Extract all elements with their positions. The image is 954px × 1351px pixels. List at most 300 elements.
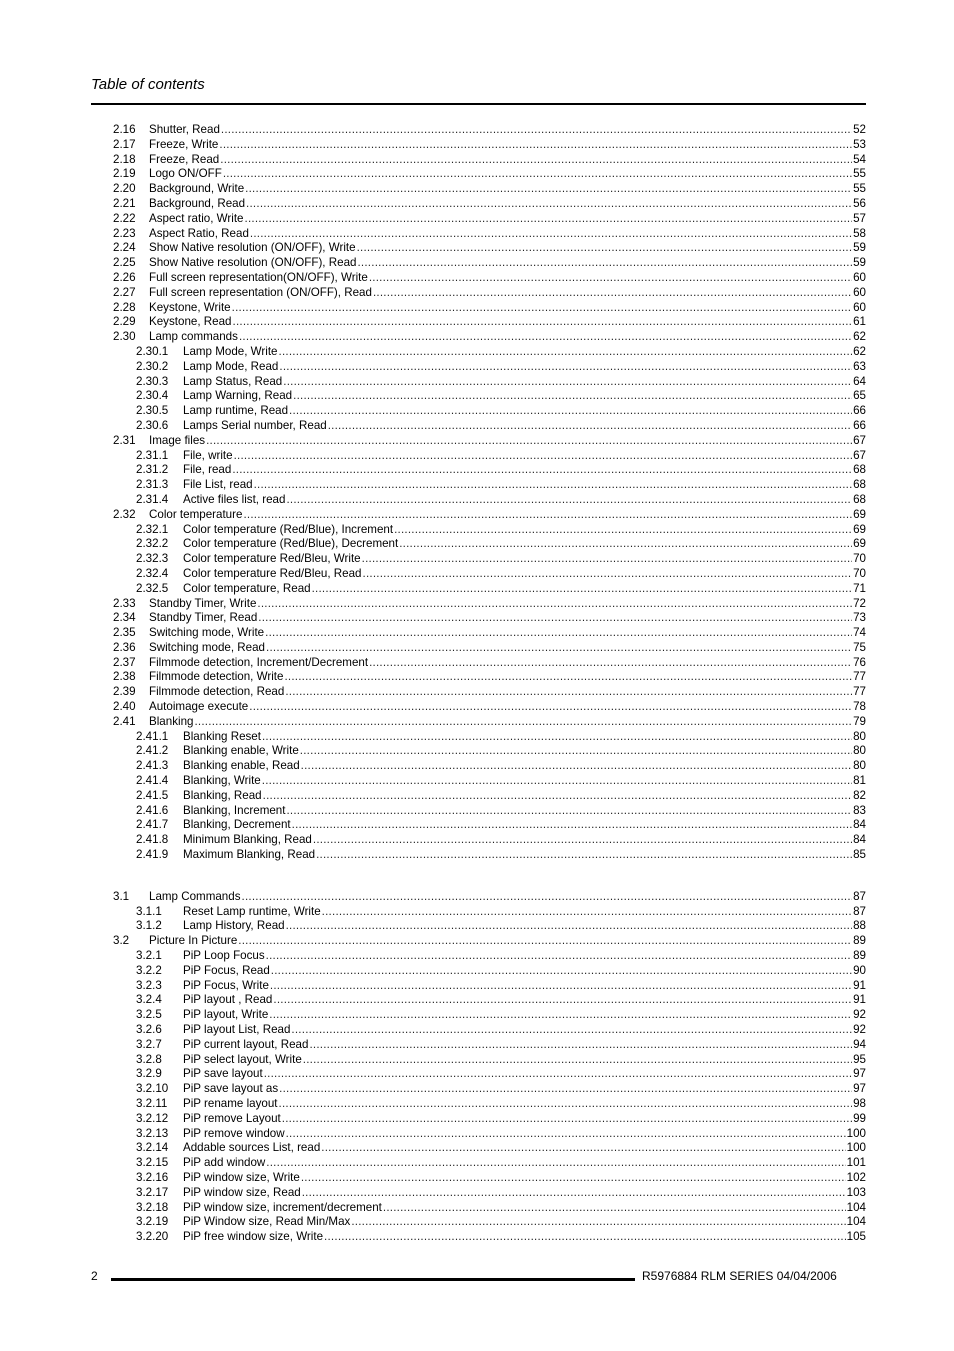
toc-entry-number: 2.25	[113, 256, 136, 270]
toc-entry-page: 87	[853, 904, 866, 918]
toc-entry-title: Blanking	[149, 714, 194, 728]
toc-entry-title: Color temperature	[149, 507, 243, 521]
toc-entry-page: 64	[853, 374, 866, 388]
toc-dot-leader	[363, 567, 853, 582]
toc-entry-number: 2.41.9	[136, 848, 169, 862]
toc-entry-page: 52	[853, 123, 866, 136]
toc-entry-page: 80	[853, 729, 866, 743]
toc-dot-leader	[258, 611, 852, 626]
toc-entry[interactable]	[113, 700, 866, 715]
toc-entry[interactable]	[113, 1082, 866, 1097]
toc-entry-title: Color temperature (Red/Blue), Increment	[183, 522, 394, 536]
toc-entry-page: 89	[853, 934, 866, 948]
toc-entry[interactable]	[113, 478, 866, 493]
toc-entry[interactable]	[113, 1141, 866, 1156]
toc-entry-number: 2.23	[113, 226, 136, 240]
toc-entry-number: 2.32.4	[136, 566, 169, 580]
toc-entry[interactable]	[113, 934, 866, 949]
toc-dot-leader	[239, 330, 852, 345]
toc-entry-title: Full screen representation (ON/OFF), Read	[149, 285, 372, 299]
toc-entry-number: 2.41.2	[136, 744, 169, 758]
toc-dot-leader	[312, 582, 853, 597]
toc-entry[interactable]	[113, 744, 866, 759]
toc-entry-number: 3.2.8	[136, 1052, 162, 1066]
toc-dot-leader	[257, 597, 852, 612]
toc-entry-page: 68	[853, 463, 866, 477]
toc-entry-title: PiP Loop Focus	[183, 949, 265, 963]
toc-entry[interactable]	[113, 818, 866, 833]
toc-entry[interactable]	[113, 123, 866, 138]
toc-entry-title: Full screen representation(ON/OFF), Write	[149, 270, 368, 284]
toc-dot-leader	[286, 804, 852, 819]
toc-dot-leader	[238, 934, 852, 949]
toc-dot-leader	[273, 993, 852, 1008]
toc-entry[interactable]	[113, 256, 866, 271]
toc-entry-page: 92	[853, 1023, 866, 1037]
toc-entry-number: 3.2.20	[136, 1230, 169, 1244]
toc-entry-page: 89	[853, 949, 866, 963]
toc-entry-page: 69	[853, 507, 866, 521]
toc-dot-leader	[262, 774, 852, 789]
toc-entry-page: 69	[853, 522, 866, 536]
toc-dot-leader	[264, 1067, 852, 1082]
toc-dot-leader	[286, 1127, 846, 1142]
toc-dot-leader	[279, 1097, 853, 1112]
toc-entry[interactable]	[113, 715, 866, 730]
toc-dot-leader	[289, 404, 852, 419]
toc-entry-title: PiP layout, Write	[183, 1008, 269, 1022]
toc-entry-page: 87	[853, 889, 866, 903]
toc-entry-title: Blanking enable, Write	[183, 744, 299, 758]
toc-entry-title: Freeze, Read	[149, 152, 220, 166]
toc-dot-leader	[369, 271, 852, 286]
toc-entry-number: 2.35	[113, 626, 136, 640]
toc-entry[interactable]	[113, 241, 866, 256]
toc-entry-page: 105	[846, 1230, 866, 1244]
toc-dot-leader	[328, 419, 852, 434]
toc-entry[interactable]	[113, 789, 866, 804]
toc-entry[interactable]	[113, 197, 866, 212]
toc-entry[interactable]	[113, 301, 866, 316]
toc-entry-number: 2.33	[113, 596, 136, 610]
toc-entry-number: 2.31.3	[136, 478, 169, 492]
toc-dot-leader	[286, 493, 852, 508]
toc-entry[interactable]	[113, 567, 866, 582]
toc-entry-title: Blanking, Write	[183, 774, 261, 788]
toc-entry[interactable]	[113, 1186, 866, 1201]
toc-entry-title: Blanking, Decrement	[183, 818, 291, 832]
toc-dot-leader	[270, 979, 852, 994]
toc-entry-page: 91	[853, 978, 866, 992]
toc-entry[interactable]	[113, 964, 866, 979]
toc-entry[interactable]	[113, 1171, 866, 1186]
toc-entry-title: Lamp Commands	[149, 889, 241, 903]
toc-entry[interactable]	[113, 419, 866, 434]
toc-entry-title: Color temperature (Red/Blue), Decrement	[183, 537, 399, 551]
toc-entry[interactable]	[113, 582, 866, 597]
toc-entry[interactable]	[113, 182, 866, 197]
toc-dot-leader	[233, 315, 853, 330]
toc-entry[interactable]	[113, 759, 866, 774]
toc-entry[interactable]	[113, 434, 866, 449]
toc-dot-leader	[232, 301, 852, 316]
toc-dot-leader	[286, 919, 853, 934]
toc-entry-page: 67	[853, 448, 866, 462]
toc-entry[interactable]	[113, 919, 866, 934]
toc-entry-title: Lamp commands	[149, 330, 238, 344]
toc-entry-number: 2.41.6	[136, 803, 169, 817]
toc-entry-title: Minimum Blanking, Read	[183, 833, 312, 847]
toc-entry-number: 2.32.2	[136, 537, 169, 551]
toc-entry-title: PiP add window	[183, 1156, 266, 1170]
toc-entry-page: 63	[853, 359, 866, 373]
toc-entry-page: 81	[853, 774, 866, 788]
toc-entry-number: 2.16	[113, 123, 136, 136]
toc-entry[interactable]	[113, 286, 866, 301]
toc-entry-number: 3.2.12	[136, 1111, 169, 1125]
toc-dot-leader	[206, 434, 852, 449]
toc-dot-leader	[351, 1215, 845, 1230]
toc-dot-leader	[309, 1038, 852, 1053]
toc-entry-number: 3.1.2	[136, 919, 162, 933]
toc-dot-leader	[383, 1201, 846, 1216]
toc-entry-title: Blanking Reset	[183, 729, 261, 743]
toc-entry-title: PiP Window size, Read Min/Max	[183, 1215, 351, 1229]
toc-dot-leader	[219, 138, 852, 153]
toc-entry[interactable]	[113, 1201, 866, 1216]
toc-entry-page: 83	[853, 803, 866, 817]
toc-entry-title: PiP rename layout	[183, 1097, 278, 1110]
toc-entry-page: 62	[853, 330, 866, 344]
toc-entry-page: 59	[853, 256, 866, 270]
toc-entry-number: 3.2.14	[136, 1141, 169, 1155]
toc-dot-leader	[223, 167, 852, 182]
toc-entry[interactable]	[113, 271, 866, 286]
toc-entry-page: 58	[853, 226, 866, 240]
toc-entry-title: Active files list, read	[183, 492, 286, 506]
toc-entry-title: Reset Lamp runtime, Write	[183, 904, 321, 918]
toc-entry-page: 92	[853, 1008, 866, 1022]
toc-entry-title: Image files	[149, 433, 206, 447]
toc-entry[interactable]	[113, 848, 866, 863]
toc-entry[interactable]	[113, 375, 866, 390]
toc-entry-number: 3.2	[113, 934, 130, 948]
toc-entry-page: 102	[846, 1170, 866, 1184]
toc-dot-leader	[313, 833, 852, 848]
toc-entry-number: 2.40	[113, 700, 136, 714]
toc-entry-page: 97	[853, 1082, 866, 1096]
toc-entry[interactable]	[113, 656, 866, 671]
toc-entry[interactable]	[113, 1023, 866, 1038]
toc-entry[interactable]	[113, 493, 866, 508]
toc-entry[interactable]	[113, 685, 866, 700]
toc-entry[interactable]	[113, 449, 866, 464]
toc-entry-number: 2.19	[113, 167, 136, 181]
toc-dot-leader	[266, 641, 852, 656]
toc-dot-leader	[249, 700, 852, 715]
toc-entry-number: 2.38	[113, 670, 136, 684]
toc-dot-leader	[266, 1156, 845, 1171]
toc-dot-leader	[303, 1053, 852, 1068]
toc-entry-page: 61	[853, 315, 866, 329]
toc-entry-number: 2.31.1	[136, 448, 169, 462]
toc-entry-title: Lamp runtime, Read	[183, 404, 289, 418]
toc-entry[interactable]	[113, 979, 866, 994]
toc-dot-leader	[316, 848, 852, 863]
toc-dot-leader	[245, 182, 852, 197]
toc-entry-page: 70	[853, 552, 866, 566]
toc-dot-leader	[221, 123, 852, 138]
toc-entry[interactable]	[113, 404, 866, 419]
toc-entry-number: 2.30.1	[136, 344, 169, 358]
toc-entry[interactable]	[113, 463, 866, 478]
toc-entry-page: 84	[853, 833, 866, 847]
toc-dot-leader	[232, 463, 852, 478]
toc-entry-title: PiP remove window	[183, 1126, 285, 1140]
toc-entry[interactable]	[113, 597, 866, 612]
toc-entry-title: Addable sources List, read	[183, 1141, 321, 1155]
toc-entry[interactable]	[113, 833, 866, 848]
toc-entry[interactable]	[113, 552, 866, 567]
toc-entry[interactable]	[113, 1067, 866, 1082]
toc-entry-page: 60	[853, 300, 866, 314]
toc-entry[interactable]	[113, 315, 866, 330]
toc-entry-title: File, write	[183, 448, 233, 462]
toc-entry-number: 3.2.17	[136, 1185, 169, 1199]
toc-entry-page: 75	[853, 640, 866, 654]
toc-entry-page: 94	[853, 1037, 866, 1051]
toc-entry[interactable]	[113, 890, 866, 905]
toc-dot-leader	[246, 197, 852, 212]
toc-entry-page: 55	[853, 182, 866, 196]
toc-entry-title: Lamp History, Read	[183, 919, 285, 933]
toc-entry-page: 78	[853, 700, 866, 714]
toc-entry-number: 3.2.16	[136, 1170, 169, 1184]
toc-entry-number: 3.2.7	[136, 1037, 162, 1051]
toc-entry-number: 2.32.1	[136, 522, 169, 536]
toc-entry-page: 97	[853, 1067, 866, 1081]
toc-dot-leader	[245, 212, 853, 227]
toc-entry[interactable]	[113, 167, 866, 182]
toc-entry-page: 54	[853, 152, 866, 166]
toc-entry-title: Blanking, Increment	[183, 803, 286, 817]
toc-entry-number: 2.41.8	[136, 833, 169, 847]
toc-entry-title: PiP select layout, Write	[183, 1052, 302, 1066]
toc-entry-title: PiP save layout	[183, 1067, 263, 1081]
toc-entry-page: 79	[853, 714, 866, 728]
toc-entry-title: Picture In Picture	[149, 934, 238, 948]
toc-entry[interactable]	[113, 360, 866, 375]
toc-entry-title: Standby Timer, Read	[149, 611, 258, 625]
toc-entry-title: PiP free window size, Write	[183, 1230, 324, 1244]
toc-entry-page: 57	[853, 211, 866, 225]
toc-entry[interactable]	[113, 670, 866, 685]
toc-dot-leader	[279, 345, 853, 360]
toc-entry[interactable]	[113, 1008, 866, 1023]
toc-dot-leader	[279, 360, 852, 375]
toc-entry-number: 2.41.5	[136, 788, 169, 802]
toc-entry[interactable]	[113, 774, 866, 789]
toc-entry-number: 2.30	[113, 330, 136, 344]
toc-entry[interactable]	[113, 1053, 866, 1068]
toc-entry-page: 104	[846, 1200, 866, 1214]
toc-entry-number: 2.22	[113, 211, 136, 225]
toc-entry-page: 91	[853, 993, 866, 1007]
toc-entry-number: 2.36	[113, 640, 136, 654]
toc-entry-title: Lamp Status, Read	[183, 374, 283, 388]
toc-entry-title: PiP remove Layout	[183, 1111, 281, 1125]
toc-entry-page: 80	[853, 759, 866, 773]
toc-entry[interactable]	[113, 626, 866, 641]
toc-entry-title: Color temperature Red/Bleu, Read	[183, 566, 362, 580]
toc-entry-title: Color temperature, Read	[183, 581, 311, 595]
toc-entry[interactable]	[113, 949, 866, 964]
toc-entry-title: Lamp Mode, Write	[183, 344, 278, 358]
toc-entry-page: 100	[846, 1141, 866, 1155]
toc-entry-number: 2.30.6	[136, 418, 169, 432]
toc-dot-leader	[322, 905, 852, 920]
toc-entry-title: PiP current layout, Read	[183, 1037, 309, 1051]
toc-entry-title: PiP Focus, Write	[183, 978, 269, 992]
toc-entry[interactable]	[113, 537, 866, 552]
toc-entry-page: 101	[846, 1156, 866, 1170]
toc-entry-page: 90	[853, 963, 866, 977]
toc-entry[interactable]	[113, 153, 866, 168]
toc-entry-number: 3.2.3	[136, 978, 162, 992]
toc-entry[interactable]	[113, 212, 866, 227]
toc-dot-leader	[194, 715, 852, 730]
toc-entry-title: Keystone, Write	[149, 300, 231, 314]
toc-entry-title: Filmmode detection, Increment/Decrement	[149, 655, 369, 669]
toc-dot-leader	[373, 286, 852, 301]
toc-entry-number: 2.31	[113, 433, 136, 447]
toc-entry-number: 2.26	[113, 270, 136, 284]
toc-dot-leader	[243, 508, 852, 523]
toc-entry[interactable]	[113, 1230, 866, 1245]
toc-entry-number: 3.2.11	[136, 1097, 168, 1110]
toc-entry-page: 71	[853, 581, 866, 595]
toc-entry-number: 3.2.10	[136, 1082, 169, 1096]
toc-entry-page: 55	[853, 167, 866, 181]
toc-entry-page: 74	[853, 626, 866, 640]
toc-entry-title: Blanking enable, Read	[183, 759, 300, 773]
toc-entry-number: 2.29	[113, 315, 136, 329]
toc-entry[interactable]	[113, 227, 866, 242]
toc-entry-page: 66	[853, 418, 866, 432]
toc-dot-leader	[300, 744, 852, 759]
toc-entry-number: 2.41	[113, 714, 136, 728]
toc-entry-number: 3.1	[113, 889, 130, 903]
toc-entry-number: 3.2.6	[136, 1023, 162, 1037]
toc-entry[interactable]	[113, 1156, 866, 1171]
toc-dot-leader	[394, 523, 852, 538]
toc-entry[interactable]	[113, 1127, 866, 1142]
toc-entry-page: 88	[853, 919, 866, 933]
toc-entry-page: 76	[853, 655, 866, 669]
toc-dot-leader	[293, 389, 852, 404]
toc-entry-page: 59	[853, 241, 866, 255]
toc-entry[interactable]	[113, 1112, 866, 1127]
toc-dot-leader	[234, 449, 852, 464]
toc-entry[interactable]	[113, 1038, 866, 1053]
toc-entry-page: 70	[853, 566, 866, 580]
toc-entry-title: PiP layout List, Read	[183, 1023, 291, 1037]
toc-entry[interactable]	[113, 138, 866, 153]
toc-entry-title: Aspect ratio, Write	[149, 211, 244, 225]
toc-entry[interactable]	[113, 389, 866, 404]
toc-dot-leader	[220, 153, 852, 168]
toc-entry-number: 3.2.1	[136, 949, 162, 963]
toc-dot-leader	[362, 552, 852, 567]
table-of-contents	[113, 123, 866, 1245]
toc-entry[interactable]	[113, 905, 866, 920]
toc-entry[interactable]	[113, 523, 866, 538]
toc-dot-leader	[282, 1112, 852, 1127]
toc-entry[interactable]	[113, 611, 866, 626]
toc-entry[interactable]	[113, 641, 866, 656]
toc-entry-title: PiP window size, Write	[183, 1170, 300, 1184]
header-divider	[91, 103, 866, 105]
toc-entry[interactable]	[113, 993, 866, 1008]
toc-dot-leader	[271, 964, 852, 979]
toc-entry-number: 2.21	[113, 196, 136, 210]
toc-dot-leader	[357, 256, 852, 271]
toc-entry[interactable]	[113, 345, 866, 360]
toc-entry-page: 68	[853, 492, 866, 506]
toc-entry-title: PiP window size, increment/decrement	[183, 1200, 382, 1214]
toc-entry[interactable]	[113, 730, 866, 745]
toc-entry-title: PiP window size, Read	[183, 1185, 301, 1199]
toc-entry[interactable]	[113, 330, 866, 345]
toc-entry-page: 68	[853, 478, 866, 492]
toc-entry-title: Color temperature Red/Bleu, Write	[183, 552, 361, 566]
toc-dot-leader	[369, 656, 852, 671]
toc-dot-leader	[279, 1082, 852, 1097]
toc-entry-page: 60	[853, 270, 866, 284]
toc-entry[interactable]	[113, 804, 866, 819]
toc-entry[interactable]	[113, 508, 866, 523]
toc-dot-leader	[283, 375, 852, 390]
toc-entry-title: Switching mode, Write	[149, 626, 265, 640]
toc-entry-number: 3.2.5	[136, 1008, 162, 1022]
toc-entry-number: 2.37	[113, 655, 136, 669]
footer-divider	[111, 1278, 635, 1281]
toc-dot-leader	[242, 890, 853, 905]
toc-entry-number: 3.2.18	[136, 1200, 169, 1214]
toc-dot-leader	[263, 789, 852, 804]
toc-entry[interactable]	[113, 1215, 866, 1230]
toc-entry[interactable]	[113, 1097, 866, 1112]
toc-entry-number: 2.41.4	[136, 774, 169, 788]
toc-entry-number: 3.2.4	[136, 993, 162, 1007]
toc-dot-leader	[292, 818, 852, 833]
toc-entry-title: Lamp Warning, Read	[183, 389, 293, 403]
toc-entry-title: Show Native resolution (ON/OFF), Read	[149, 256, 357, 270]
toc-entry-page: 95	[853, 1052, 866, 1066]
toc-entry-number: 2.17	[113, 137, 136, 151]
toc-dot-leader	[269, 1008, 852, 1023]
toc-entry-page: 56	[853, 196, 866, 210]
toc-entry-page: 69	[853, 537, 866, 551]
toc-entry-title: Switching mode, Read	[149, 640, 265, 654]
toc-entry-number: 3.2.15	[136, 1156, 169, 1170]
toc-entry-page: 65	[853, 389, 866, 403]
toc-entry-number: 2.39	[113, 685, 136, 699]
toc-entry-number: 3.1.1	[136, 904, 162, 918]
toc-dot-leader	[284, 670, 852, 685]
toc-entry-page: 100	[846, 1126, 866, 1140]
toc-entry-title: Standby Timer, Write	[149, 596, 257, 610]
